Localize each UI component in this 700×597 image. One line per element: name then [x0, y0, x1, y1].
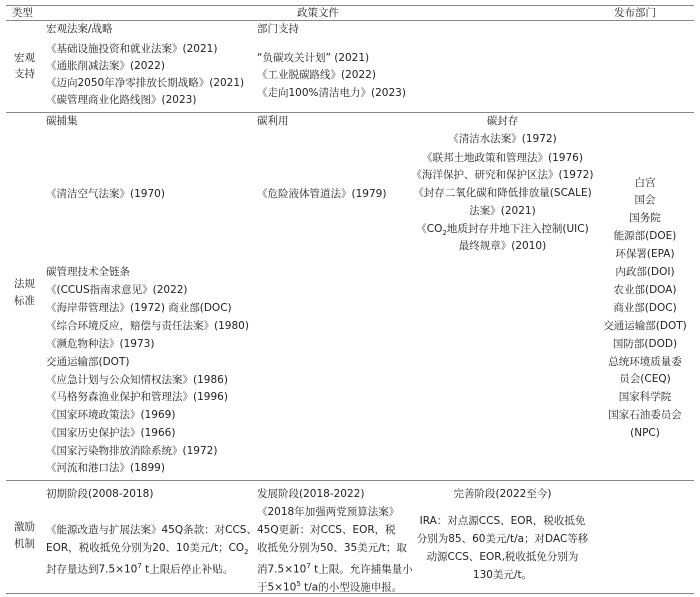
macro-law: 《通胀削减法案》(2022) [46, 60, 165, 72]
chain-item: 《应急计划与公众知情权法案》(1986) [46, 374, 228, 386]
chain-item: 《(CCUS指南求意见》(2022) [46, 284, 188, 296]
storage-item: 《清洁水法案》(1972) [448, 133, 557, 145]
phase-improvement-title: 完善阶段(2022至今) [453, 488, 552, 500]
macro-rule [6, 112, 694, 113]
dept-item: (NPC) [630, 427, 660, 439]
phase-development-text: 于$5\times 10^5$ t/a的小型设施申报。 [257, 580, 403, 594]
macro-dept-item: 《工业脱碳路线》(2022) [257, 69, 376, 81]
chain-item: 《综合环境反应，赔偿与责任法案》(1980) [46, 320, 249, 332]
row-label-reg-2: 标准 [14, 295, 35, 307]
storage-title: 碳封存 [486, 115, 519, 127]
header-rule [6, 20, 694, 21]
chain-item: 《马格努森渔业保护和管理法》(1996) [46, 391, 228, 403]
row-label-incentive-1: 激励 [14, 521, 35, 533]
storage-item: 《海洋保护、研究和保护区法》(1972) [411, 169, 594, 181]
phase-development-text: 消$7.5\times 10^7$ t上限。允许捕集量小 [257, 562, 413, 576]
dept-item: 国家石油委员会 [608, 409, 682, 421]
storage-item: 《封存二氧化碳和降低排放量(SCALE) [413, 187, 592, 199]
chain-item: 《国家环境政策法》(1969) [46, 409, 176, 421]
macro-laws-title: 宏观法案/战略 [46, 23, 113, 35]
header-policy: 政策文件 [297, 7, 339, 19]
phase-initial-title: 初期阶段(2008-2018) [46, 488, 154, 500]
chain-item: 《河流和港口法》(1899) [46, 462, 165, 474]
utilization-title: 碳利用 [257, 115, 289, 127]
chain-item: 交通运输部(DOT) [46, 356, 130, 368]
dept-item: 总统环境质量委 [608, 356, 682, 368]
chain-item: 《国家污染物排放消除系统》(1972) [46, 445, 218, 457]
macro-dept-item: “负碳攻关计划” (2021) [257, 52, 370, 64]
storage-uic-item: 《$CO_2$地质封存井地下注入控制(UIC) [416, 223, 589, 238]
phase-improvement-text: 130美元/t。 [472, 569, 533, 581]
dept-item: 国防部(DOD) [612, 338, 678, 350]
regulation-rule [6, 480, 694, 481]
capture-item: 《清洁空气法案》(1970) [46, 188, 165, 200]
header-dept: 发布部门 [614, 7, 656, 19]
phase-improvement-text: IRA：对点源CCS、EOR，税收抵免 [419, 515, 586, 527]
storage-item: 《联邦土地政策和管理法》(1976) [422, 152, 583, 164]
dept-item: 国务院 [629, 212, 661, 224]
chain-item: 《海岸带管理法》(1972) 商业部(DOC) [46, 302, 232, 314]
storage-item: 法案》(2021) [469, 205, 536, 217]
macro-law: 《迈向2050年净零排放长期战略》(2021) [46, 77, 245, 89]
dept-item: 员会(CEQ) [619, 373, 671, 385]
dept-item: 白宫 [634, 177, 656, 189]
capture-title: 碳捕集 [46, 115, 78, 127]
chain-title: 碳管理技术全链条 [46, 266, 130, 278]
phase-development-title: 发展阶段(2018-2022) [257, 488, 365, 500]
utilization-item: 《危险液体管道法》(1979) [257, 188, 387, 200]
phase-initial-text: EOR，税收抵免分别为20、10美元/t；$CO_2$ [46, 542, 249, 557]
dept-item: 内政部(DOI) [615, 266, 675, 278]
storage-uic-item-line2: 最终规章》(2010) [458, 240, 547, 252]
dept-item: 国家科学院 [618, 391, 672, 403]
dept-item: 国会 [634, 194, 656, 206]
macro-law: 《碳管理商业化路线图》(2023) [46, 94, 197, 106]
row-label-macro-1: 宏观 [14, 52, 35, 64]
dept-item: 商业部(DOC) [613, 302, 677, 314]
macro-dept-item: 《走向100%清洁电力》(2023) [257, 87, 406, 99]
dept-item: 交通运输部(DOT) [603, 320, 687, 332]
row-label-macro-2: 支持 [14, 68, 35, 80]
row-label-incentive-2: 机制 [14, 538, 35, 550]
macro-dept-title: 部门支持 [257, 23, 299, 35]
header-type: 类型 [12, 7, 33, 19]
table-top-rule [6, 5, 694, 6]
phase-development-text: 45Q更新：对CCS、EOR，税 [257, 524, 396, 536]
phase-development-text: 《2018年加强两党预算法案》 [257, 506, 400, 518]
dept-item: 能源部(DOE) [613, 230, 677, 242]
phase-initial-text: 封存量达到$7.5\times 10^7$ t上限后停止补贴。 [46, 562, 234, 576]
chain-item: 《濒危物种法》(1973) [46, 338, 155, 350]
chain-item: 《国家历史保护法》(1966) [46, 427, 176, 439]
phase-initial-text: 《能源改造与扩展法案》45Q条款：对CCS、 [46, 524, 257, 536]
phase-improvement-text: 动源CCS、EOR,税收抵免分别为 [426, 551, 579, 563]
dept-item: 环保署(EPA) [615, 248, 675, 260]
macro-law: 《基础设施投资和就业法案》(2021) [46, 43, 218, 55]
phase-development-text: 收抵免分别为50、35美元/t；取 [257, 542, 407, 554]
row-label-reg-1: 法规 [14, 278, 35, 290]
dept-item: 农业部(DOA) [613, 284, 677, 296]
phase-improvement-text: 分别为85、60美元/t/a；对DAC等移 [416, 533, 589, 545]
